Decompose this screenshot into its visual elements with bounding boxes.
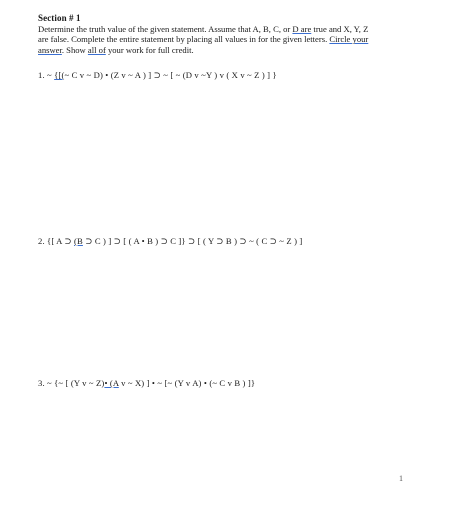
underlined-phrase: all of <box>87 44 106 55</box>
instructions-line-3: answer. Show all of your work for full credit. <box>38 44 194 55</box>
problem-number: 1. <box>38 70 45 80</box>
problem-2: 2. {[ A ⊃ (B ⊃ C ) ] ⊃ [ ( A • B ) ⊃ C ]} ⊃ [ ( Y ⊃ B ) ⊃ ~ ( C ⊃ ~ Z ) ] <box>38 236 303 246</box>
problem-1: 1. ~ {[(~ C v ~ D) • (Z v ~ A ) ] ⊃ ~ [ ~ (D v ~Y ) v ( X v ~ Z ) ] } <box>38 70 277 80</box>
problem-number: 3. <box>38 378 45 388</box>
underlined-phrase: answer <box>38 44 62 55</box>
underlined-phrase: (B <box>74 236 83 246</box>
instructions-line-2: are false. Complete the entire statement by placing all values in for the given letters. Circle your <box>38 34 369 45</box>
underlined-phrase: D are <box>292 24 312 34</box>
problem-3: 3. ~ {~ [ (Y v ~ Z)• (A v ~ X) ] • ~ [~ (Y v A) • (~ C v B ) ]} <box>38 378 256 388</box>
section-title: Section # 1 <box>38 13 81 23</box>
instructions-paragraph <box>38 24 428 55</box>
instructions-line-1: Determine the truth value of the given statement. Assume that A, B, C, or D are true and X, Y, Z <box>38 24 369 34</box>
underlined-phrase: {[( <box>54 70 65 80</box>
underlined-phrase: Circle your <box>329 34 369 45</box>
problem-number: 2. <box>38 236 45 246</box>
underlined-phrase: • (A <box>104 378 119 388</box>
page-number: 1 <box>399 474 403 483</box>
